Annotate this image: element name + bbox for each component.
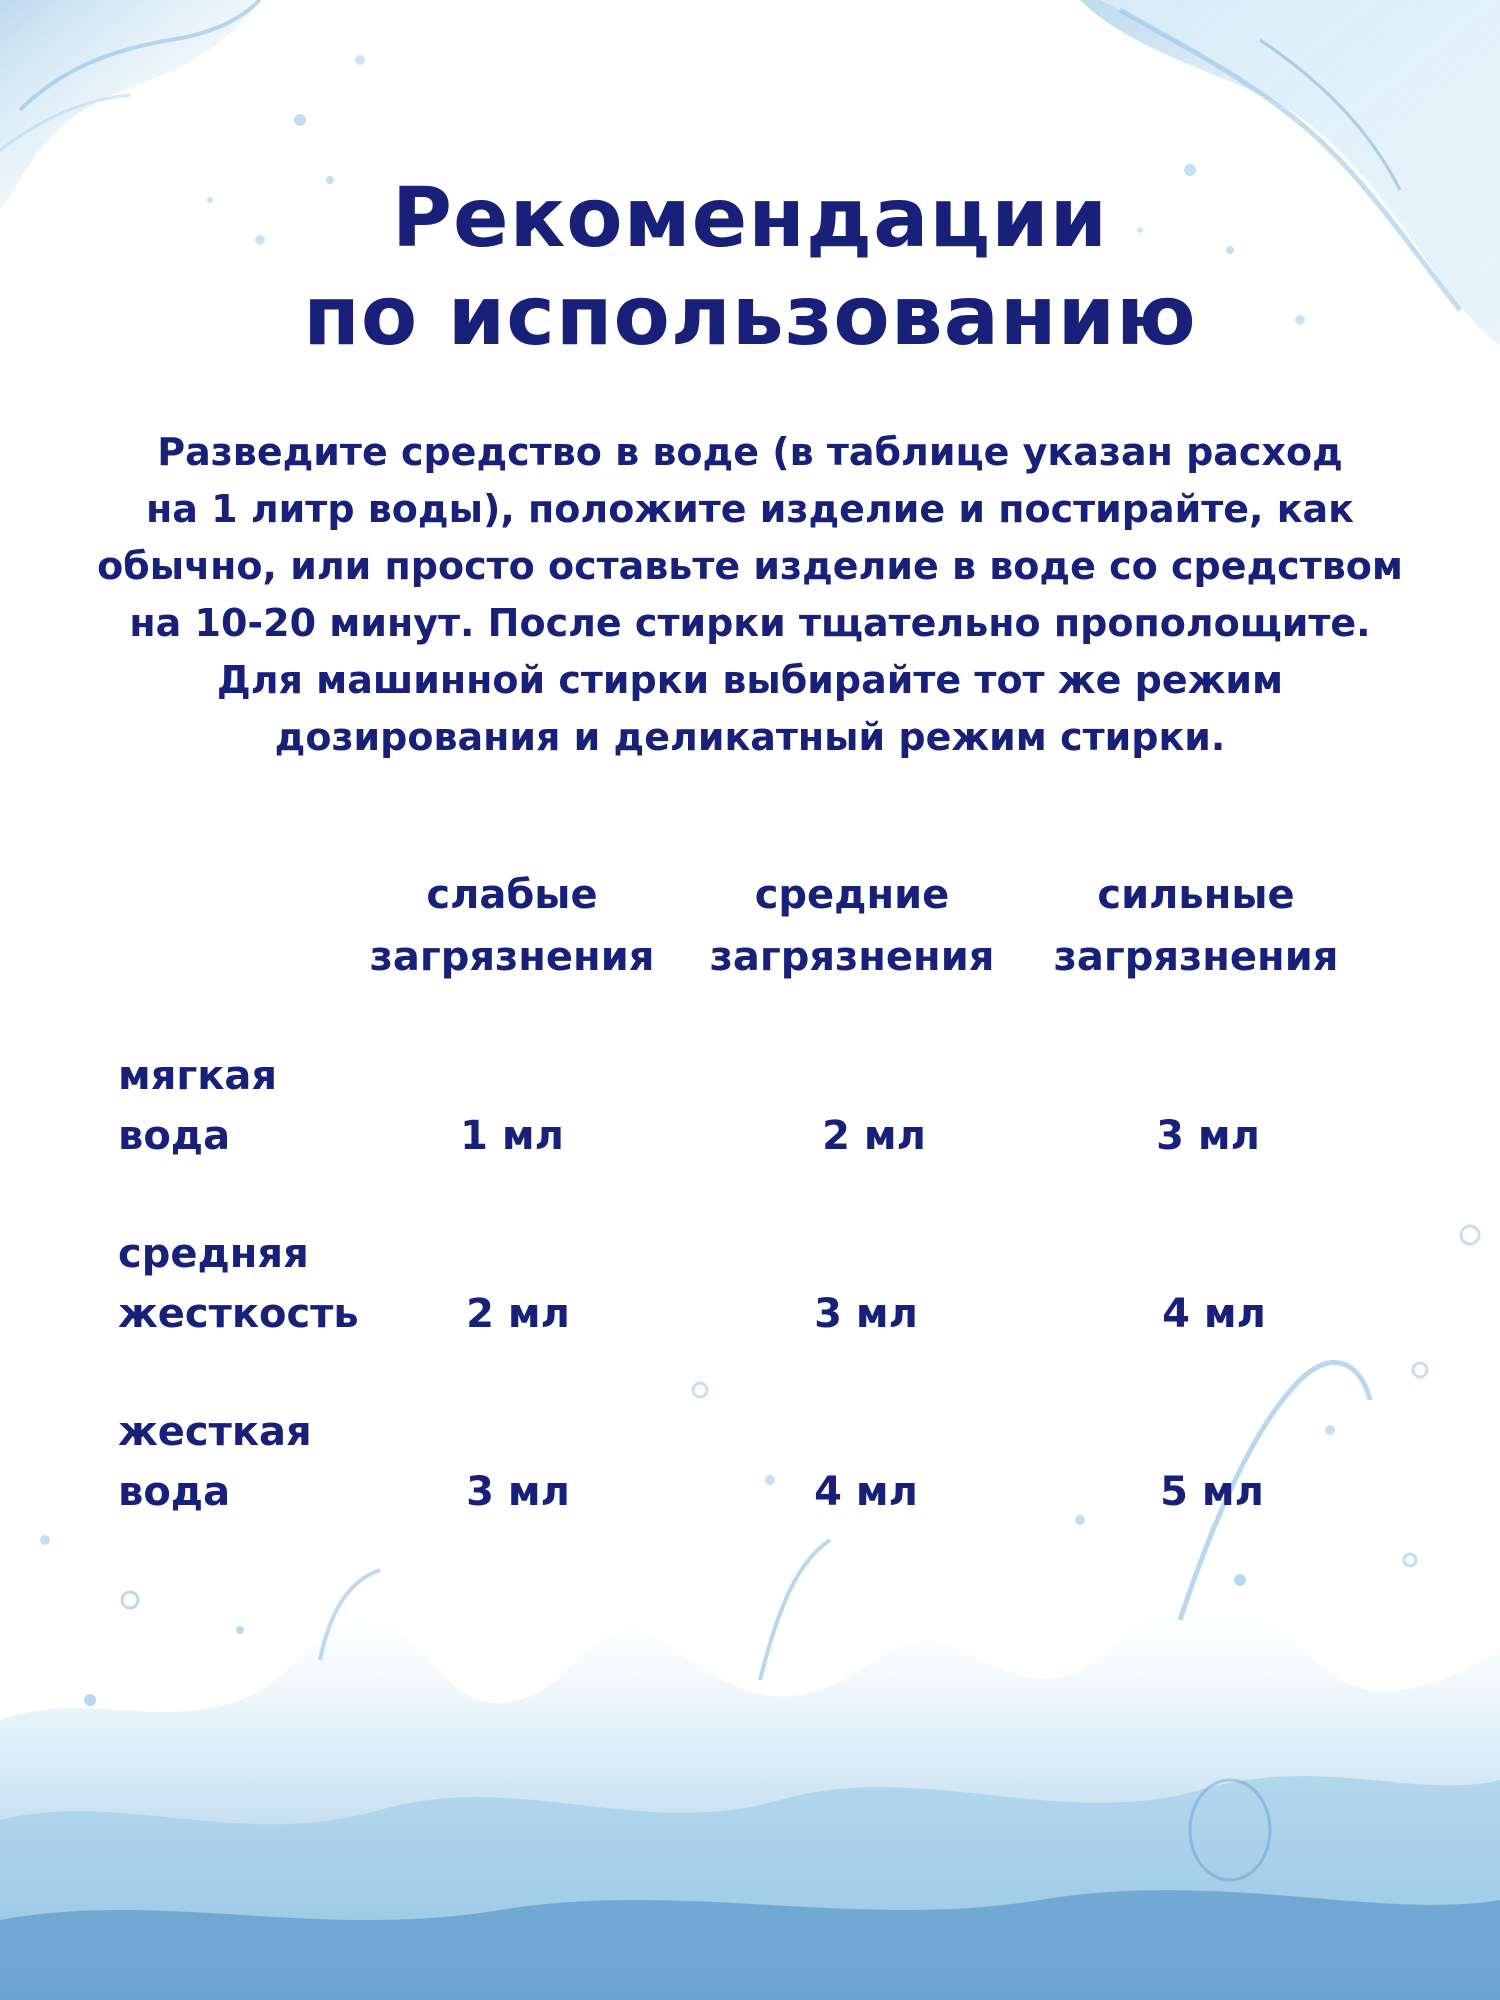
dosage-cell: 4 мл <box>1162 1291 1266 1337</box>
dosage-cell: 1 мл <box>460 1113 564 1159</box>
intro-line: дозирования и деликатный режим стирки. <box>274 715 1226 759</box>
row-header-line: средняя <box>118 1231 309 1277</box>
usage-instructions <box>80 424 1420 766</box>
row-header-line: мягкая <box>118 1053 278 1099</box>
row-header-line: жесткая <box>118 1409 312 1455</box>
row-header-line: вода <box>118 1469 231 1515</box>
column-header-line: загрязнения <box>709 934 995 980</box>
dosage-cell: 2 мл <box>822 1113 926 1159</box>
intro-line: обычно, или просто оставьте изделие в воде со средством <box>97 544 1403 588</box>
column-header-line: слабые <box>426 872 598 918</box>
intro-line: на 10-20 минут. После стирки тщательно прополощите. <box>129 601 1371 645</box>
intro-line: на 1 литр воды), положите изделие и постирайте, как <box>146 487 1354 531</box>
page-title <box>0 170 1500 366</box>
intro-line: Разведите средство в воде (в таблице указан расход <box>157 430 1343 474</box>
dosage-cell: 3 мл <box>466 1469 570 1515</box>
title-line-2: по использованию <box>303 269 1197 364</box>
column-header-weak-soiling <box>352 864 672 988</box>
column-header-medium-soiling <box>692 864 1012 988</box>
column-header-line: средние <box>754 872 950 918</box>
dosage-cell: 2 мл <box>466 1291 570 1337</box>
intro-line: Для машинной стирки выбирайте тот же режим <box>216 658 1284 702</box>
column-header-line: загрязнения <box>369 934 655 980</box>
dosage-cell: 3 мл <box>1156 1113 1260 1159</box>
row-header-soft-water <box>118 1046 418 1166</box>
row-header-medium-hardness <box>118 1224 418 1344</box>
row-header-line: жесткость <box>118 1291 359 1337</box>
dosage-cell: 4 мл <box>814 1469 918 1515</box>
column-header-line: загрязнения <box>1053 934 1339 980</box>
column-header-line: сильные <box>1097 872 1295 918</box>
dosage-cell: 3 мл <box>814 1291 918 1337</box>
dosage-cell: 5 мл <box>1160 1469 1264 1515</box>
column-header-heavy-soiling <box>1036 864 1356 988</box>
row-header-hard-water <box>118 1402 418 1522</box>
row-header-line: вода <box>118 1113 231 1159</box>
title-line-1: Рекомендации <box>391 171 1109 266</box>
